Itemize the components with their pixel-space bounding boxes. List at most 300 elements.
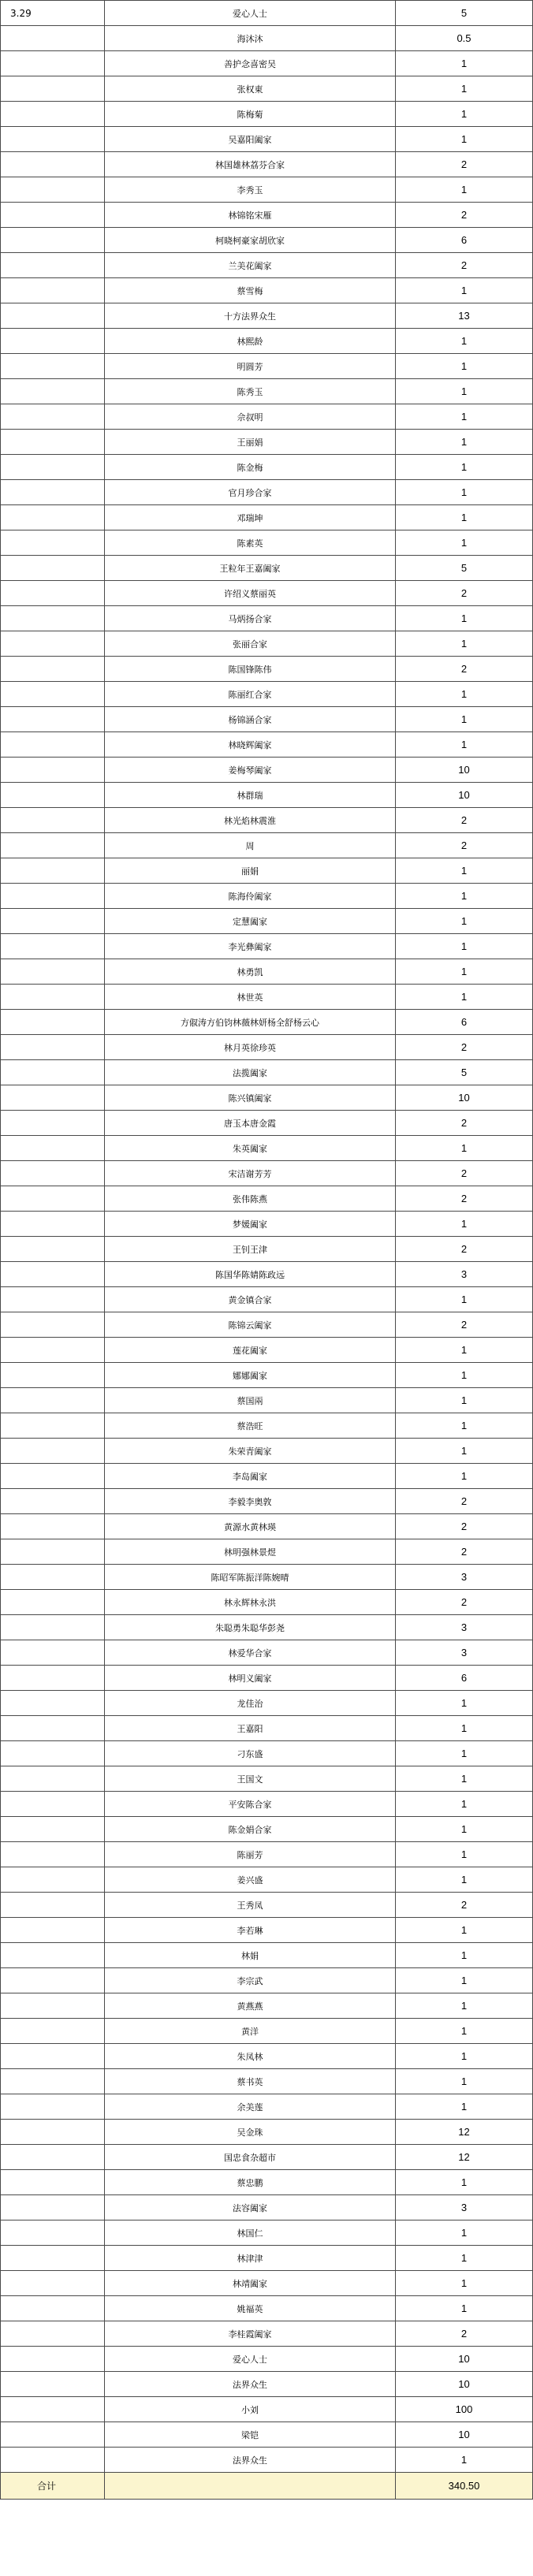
date-cell	[1, 1136, 105, 1161]
table-row	[1, 26, 533, 51]
date-cell	[1, 1464, 105, 1489]
amount-cell: 2	[396, 203, 533, 228]
date-cell	[1, 884, 105, 909]
amount-cell: 1	[396, 354, 533, 379]
donor-name-cell: 朱荣青阖家	[105, 1439, 396, 1464]
donor-name-cell: 林永辉林永洪	[105, 1590, 396, 1615]
table-row	[1, 1035, 533, 1060]
total-row	[1, 2473, 533, 2500]
donor-name-cell: 陈秀玉	[105, 379, 396, 404]
amount-cell: 1	[396, 1792, 533, 1817]
date-cell	[1, 1287, 105, 1312]
donor-name-cell: 林爱华合家	[105, 1640, 396, 1666]
date-cell	[1, 1388, 105, 1413]
date-cell	[1, 934, 105, 959]
donor-name-cell: 法界众生	[105, 2448, 396, 2473]
table-row	[1, 2246, 533, 2271]
amount-cell: 6	[396, 1666, 533, 1691]
table-row	[1, 102, 533, 127]
table-row	[1, 732, 533, 758]
date-cell	[1, 985, 105, 1010]
amount-cell: 1	[396, 1464, 533, 1489]
date-cell	[1, 1010, 105, 1035]
total-label: 合计	[1, 2473, 105, 2500]
amount-cell: 1	[396, 1287, 533, 1312]
amount-cell: 10	[396, 2372, 533, 2397]
amount-cell: 1	[396, 884, 533, 909]
table-row	[1, 2397, 533, 2422]
table-row	[1, 530, 533, 556]
table-row	[1, 581, 533, 606]
table-row	[1, 1010, 533, 1035]
table-row	[1, 228, 533, 253]
date-cell	[1, 858, 105, 884]
date-cell	[1, 1590, 105, 1615]
amount-cell: 1	[396, 1388, 533, 1413]
table-row	[1, 682, 533, 707]
amount-cell: 1	[396, 1691, 533, 1716]
date-cell	[1, 2044, 105, 2069]
donor-name-cell: 姚福英	[105, 2296, 396, 2321]
table-row	[1, 808, 533, 833]
table-row	[1, 1212, 533, 1237]
table-row	[1, 1918, 533, 1943]
date-cell	[1, 1161, 105, 1186]
date-cell	[1, 2120, 105, 2145]
date-cell	[1, 657, 105, 682]
donor-name-cell: 陈素英	[105, 530, 396, 556]
amount-cell: 2	[396, 152, 533, 177]
amount-cell: 1	[396, 1842, 533, 1867]
amount-cell: 1	[396, 2220, 533, 2246]
date-cell	[1, 959, 105, 985]
table-row	[1, 2044, 533, 2069]
donor-name-cell: 陈海伶阖家	[105, 884, 396, 909]
donor-name-cell: 林明强林景煜	[105, 1539, 396, 1565]
donor-name-cell: 李光彝阖家	[105, 934, 396, 959]
date-cell	[1, 2397, 105, 2422]
table-row	[1, 606, 533, 631]
table-row	[1, 2271, 533, 2296]
donor-name-cell: 王国文	[105, 1766, 396, 1792]
date-cell	[1, 808, 105, 833]
amount-cell: 2	[396, 581, 533, 606]
table-row	[1, 2069, 533, 2094]
amount-cell: 1	[396, 2069, 533, 2094]
donor-name-cell: 娜娜阖家	[105, 1363, 396, 1388]
table-row	[1, 51, 533, 76]
amount-cell: 13	[396, 303, 533, 329]
donor-name-cell: 林靖阖家	[105, 2271, 396, 2296]
donor-name-cell: 陈金娟合家	[105, 1817, 396, 1842]
donor-name-cell: 官月珍合家	[105, 480, 396, 505]
donor-name-cell: 方俶涛方伯钧林薇林妍杨全舒杨云心	[105, 1010, 396, 1035]
table-row	[1, 1993, 533, 2019]
donor-name-cell: 陈丽红合家	[105, 682, 396, 707]
table-row	[1, 833, 533, 858]
table-row	[1, 253, 533, 278]
table-row	[1, 1817, 533, 1842]
amount-cell: 2	[396, 1111, 533, 1136]
date-cell	[1, 177, 105, 203]
table-row	[1, 1666, 533, 1691]
table-row	[1, 1716, 533, 1741]
donor-name-cell: 国忠食杂超市	[105, 2145, 396, 2170]
table-row	[1, 354, 533, 379]
date-cell	[1, 2195, 105, 2220]
table-row	[1, 1413, 533, 1439]
amount-cell: 1	[396, 379, 533, 404]
date-cell	[1, 1060, 105, 1085]
table-row	[1, 1893, 533, 1918]
table-row	[1, 177, 533, 203]
amount-cell: 1	[396, 1363, 533, 1388]
date-cell	[1, 1312, 105, 1338]
donor-name-cell: 海沐沐	[105, 26, 396, 51]
amount-cell: 1	[396, 1993, 533, 2019]
amount-cell: 2	[396, 1161, 533, 1186]
donor-name-cell: 林光焰林震淮	[105, 808, 396, 833]
date-cell	[1, 455, 105, 480]
date-cell	[1, 1085, 105, 1111]
date-cell	[1, 1439, 105, 1464]
amount-cell: 1	[396, 1439, 533, 1464]
date-cell	[1, 1766, 105, 1792]
donor-name-cell: 王嘉阳	[105, 1716, 396, 1741]
donor-name-cell: 姜兴盛	[105, 1867, 396, 1893]
table-row	[1, 657, 533, 682]
donor-name-cell: 李毅李奥敦	[105, 1489, 396, 1514]
amount-cell: 1	[396, 631, 533, 657]
table-row	[1, 2220, 533, 2246]
donor-name-cell: 林熙龄	[105, 329, 396, 354]
donor-name-cell: 余美莲	[105, 2094, 396, 2120]
date-cell	[1, 303, 105, 329]
date-cell	[1, 1867, 105, 1893]
donor-name-cell: 林月英徐珍英	[105, 1035, 396, 1060]
date-cell	[1, 2069, 105, 2094]
date-cell	[1, 2019, 105, 2044]
date-cell	[1, 1691, 105, 1716]
table-row	[1, 1464, 533, 1489]
amount-cell: 1	[396, 707, 533, 732]
table-row	[1, 1640, 533, 1666]
date-cell	[1, 1943, 105, 1968]
amount-cell: 1	[396, 985, 533, 1010]
date-cell	[1, 1363, 105, 1388]
table-row	[1, 1161, 533, 1186]
table-row	[1, 858, 533, 884]
date-cell	[1, 1918, 105, 1943]
amount-cell: 2	[396, 1893, 533, 1918]
donor-name-cell: 吴嘉阳阖家	[105, 127, 396, 152]
table-row	[1, 2019, 533, 2044]
date-cell	[1, 758, 105, 783]
table-row	[1, 2195, 533, 2220]
donor-name-cell: 陈兴镇阖家	[105, 1085, 396, 1111]
table-row	[1, 707, 533, 732]
amount-cell: 2	[396, 1237, 533, 1262]
donor-name-cell: 宋洁谢芳芳	[105, 1161, 396, 1186]
donor-name-cell: 朱聪勇朱聪华彭尧	[105, 1615, 396, 1640]
amount-cell: 1	[396, 959, 533, 985]
date-cell	[1, 1716, 105, 1741]
donor-name-cell: 善护念喜密吴	[105, 51, 396, 76]
amount-cell: 1	[396, 2246, 533, 2271]
amount-cell: 1	[396, 858, 533, 884]
date-cell	[1, 26, 105, 51]
date-cell	[1, 2448, 105, 2473]
date-cell	[1, 530, 105, 556]
date-cell	[1, 2347, 105, 2372]
table-row	[1, 1363, 533, 1388]
amount-cell: 5	[396, 1060, 533, 1085]
donor-name-cell: 蔡书英	[105, 2069, 396, 2094]
date-cell	[1, 2145, 105, 2170]
donor-name-cell: 陈国华陈婧陈政远	[105, 1262, 396, 1287]
amount-cell: 100	[396, 2397, 533, 2422]
amount-cell: 1	[396, 2094, 533, 2120]
amount-cell: 10	[396, 1085, 533, 1111]
date-cell	[1, 505, 105, 530]
amount-cell: 3	[396, 1565, 533, 1590]
table-row	[1, 1, 533, 26]
donor-name-cell: 十方法界众生	[105, 303, 396, 329]
amount-cell: 1	[396, 278, 533, 303]
donor-name-cell: 林娟	[105, 1943, 396, 1968]
amount-cell: 1	[396, 1212, 533, 1237]
date-cell	[1, 1792, 105, 1817]
donor-name-cell: 陈金梅	[105, 455, 396, 480]
date-cell	[1, 707, 105, 732]
date-cell	[1, 2296, 105, 2321]
table-row	[1, 959, 533, 985]
date-cell	[1, 1539, 105, 1565]
donor-name-cell: 兰美花阖家	[105, 253, 396, 278]
amount-cell: 1	[396, 177, 533, 203]
donor-name-cell: 朱凤林	[105, 2044, 396, 2069]
donor-name-cell: 黄金镇合家	[105, 1287, 396, 1312]
donor-name-cell: 佘叔明	[105, 404, 396, 430]
amount-cell: 1	[396, 51, 533, 76]
amount-cell: 6	[396, 1010, 533, 1035]
amount-cell: 1	[396, 1918, 533, 1943]
donor-name-cell: 朱英阖家	[105, 1136, 396, 1161]
date-cell	[1, 379, 105, 404]
date-cell	[1, 606, 105, 631]
amount-cell: 3	[396, 1262, 533, 1287]
table-row	[1, 1237, 533, 1262]
donor-name-cell: 马炳扬合家	[105, 606, 396, 631]
amount-cell: 2	[396, 2321, 533, 2347]
date-cell	[1, 1615, 105, 1640]
amount-cell: 1	[396, 2044, 533, 2069]
date-cell	[1, 1186, 105, 1212]
date-cell	[1, 2271, 105, 2296]
date-cell	[1, 1413, 105, 1439]
donor-name-cell: 林世英	[105, 985, 396, 1010]
donor-name-cell: 陈梅菊	[105, 102, 396, 127]
donor-name-cell: 蔡浩旺	[105, 1413, 396, 1439]
donor-name-cell: 梦媛阖家	[105, 1212, 396, 1237]
amount-cell: 10	[396, 2422, 533, 2448]
donor-name-cell: 黄源水黄林瑛	[105, 1514, 396, 1539]
donor-name-cell: 法容阖家	[105, 2195, 396, 2220]
table-row	[1, 1312, 533, 1338]
donor-name-cell: 法揽阖家	[105, 1060, 396, 1085]
amount-cell: 1	[396, 2019, 533, 2044]
amount-cell: 1	[396, 606, 533, 631]
table-row	[1, 1741, 533, 1766]
amount-cell: 2	[396, 833, 533, 858]
donor-name-cell: 张丽合家	[105, 631, 396, 657]
donor-name-cell: 黄洋	[105, 2019, 396, 2044]
amount-cell: 1	[396, 1136, 533, 1161]
date-cell	[1, 682, 105, 707]
amount-cell: 2	[396, 1590, 533, 1615]
date-cell	[1, 1565, 105, 1590]
table-row	[1, 2372, 533, 2397]
donor-name-cell: 王粒年王嘉阖家	[105, 556, 396, 581]
amount-cell: 1	[396, 455, 533, 480]
date-cell	[1, 909, 105, 934]
date-cell	[1, 732, 105, 758]
donor-name-cell: 莲花阖家	[105, 1338, 396, 1363]
donor-name-cell: 王秀凤	[105, 1893, 396, 1918]
date-cell	[1, 2170, 105, 2195]
table-row	[1, 1388, 533, 1413]
amount-cell: 1	[396, 682, 533, 707]
amount-cell: 1	[396, 1867, 533, 1893]
donor-name-cell: 小刘	[105, 2397, 396, 2422]
date-cell	[1, 1338, 105, 1363]
date-cell	[1, 430, 105, 455]
amount-cell: 6	[396, 228, 533, 253]
amount-cell: 2	[396, 657, 533, 682]
table-row	[1, 1792, 533, 1817]
amount-cell: 1	[396, 102, 533, 127]
donor-name-cell: 林明义阖家	[105, 1666, 396, 1691]
table-row	[1, 1867, 533, 1893]
table-row	[1, 2347, 533, 2372]
date-cell	[1, 833, 105, 858]
amount-cell: 1	[396, 2170, 533, 2195]
donor-name-cell: 爱心人士	[105, 1, 396, 26]
donor-name-cell: 蔡忠鹏	[105, 2170, 396, 2195]
date-cell	[1, 1212, 105, 1237]
amount-cell: 1	[396, 329, 533, 354]
table-row	[1, 1691, 533, 1716]
table-row	[1, 1766, 533, 1792]
date-cell	[1, 2372, 105, 2397]
amount-cell: 1	[396, 1968, 533, 1993]
donor-name-cell: 明圆芳	[105, 354, 396, 379]
table-row	[1, 1186, 533, 1212]
donor-name-cell: 李若琳	[105, 1918, 396, 1943]
date-cell	[1, 203, 105, 228]
table-row	[1, 505, 533, 530]
amount-cell: 10	[396, 2347, 533, 2372]
table-row	[1, 1514, 533, 1539]
table-row	[1, 152, 533, 177]
table-row	[1, 556, 533, 581]
date-cell	[1, 102, 105, 127]
table-row	[1, 1338, 533, 1363]
table-row	[1, 329, 533, 354]
amount-cell: 1	[396, 530, 533, 556]
date-cell	[1, 1237, 105, 1262]
table-row	[1, 1439, 533, 1464]
table-row	[1, 1060, 533, 1085]
table-row	[1, 2120, 533, 2145]
amount-cell: 2	[396, 1312, 533, 1338]
amount-cell: 1	[396, 1413, 533, 1439]
date-cell	[1, 1640, 105, 1666]
amount-cell: 1	[396, 127, 533, 152]
date-cell	[1, 1968, 105, 1993]
donor-name-cell: 法界众生	[105, 2372, 396, 2397]
donor-name-cell: 周	[105, 833, 396, 858]
date-cell	[1, 1993, 105, 2019]
date-cell	[1, 127, 105, 152]
table-row	[1, 1085, 533, 1111]
amount-cell: 2	[396, 253, 533, 278]
date-cell	[1, 1489, 105, 1514]
table-row	[1, 1287, 533, 1312]
table-row	[1, 379, 533, 404]
amount-cell: 1	[396, 430, 533, 455]
table-row	[1, 480, 533, 505]
donor-name-cell: 陈锦云阖家	[105, 1312, 396, 1338]
amount-cell: 2	[396, 1489, 533, 1514]
donor-name-cell: 唐玉本唐金霞	[105, 1111, 396, 1136]
donor-name-cell: 蔡雪梅	[105, 278, 396, 303]
table-row	[1, 1539, 533, 1565]
amount-cell: 12	[396, 2145, 533, 2170]
total-amount: 340.50	[396, 2473, 533, 2500]
date-cell	[1, 354, 105, 379]
amount-cell: 1	[396, 1766, 533, 1792]
amount-cell: 1	[396, 1338, 533, 1363]
table-row	[1, 2145, 533, 2170]
amount-cell: 1	[396, 1943, 533, 1968]
total-name-cell	[105, 2473, 396, 2500]
donor-name-cell: 许绍义蔡丽英	[105, 581, 396, 606]
amount-cell: 1	[396, 1716, 533, 1741]
donor-name-cell: 王钊王津	[105, 1237, 396, 1262]
table-row	[1, 430, 533, 455]
donor-name-cell: 刁东盛	[105, 1741, 396, 1766]
donor-name-cell: 陈丽芳	[105, 1842, 396, 1867]
table-row	[1, 985, 533, 1010]
donor-name-cell: 龙佳治	[105, 1691, 396, 1716]
table-row	[1, 2448, 533, 2473]
table-row	[1, 1590, 533, 1615]
date-cell	[1, 1893, 105, 1918]
amount-cell: 3	[396, 1640, 533, 1666]
amount-cell: 5	[396, 556, 533, 581]
date-cell	[1, 152, 105, 177]
amount-cell: 1	[396, 1817, 533, 1842]
date-cell	[1, 480, 105, 505]
donor-name-cell: 邓瑞坤	[105, 505, 396, 530]
donor-name-cell: 丽娟	[105, 858, 396, 884]
table-row	[1, 1615, 533, 1640]
table-row	[1, 455, 533, 480]
donor-name-cell: 林晓辉阖家	[105, 732, 396, 758]
donor-name-cell: 林国仁	[105, 2220, 396, 2246]
table-row	[1, 1842, 533, 1867]
